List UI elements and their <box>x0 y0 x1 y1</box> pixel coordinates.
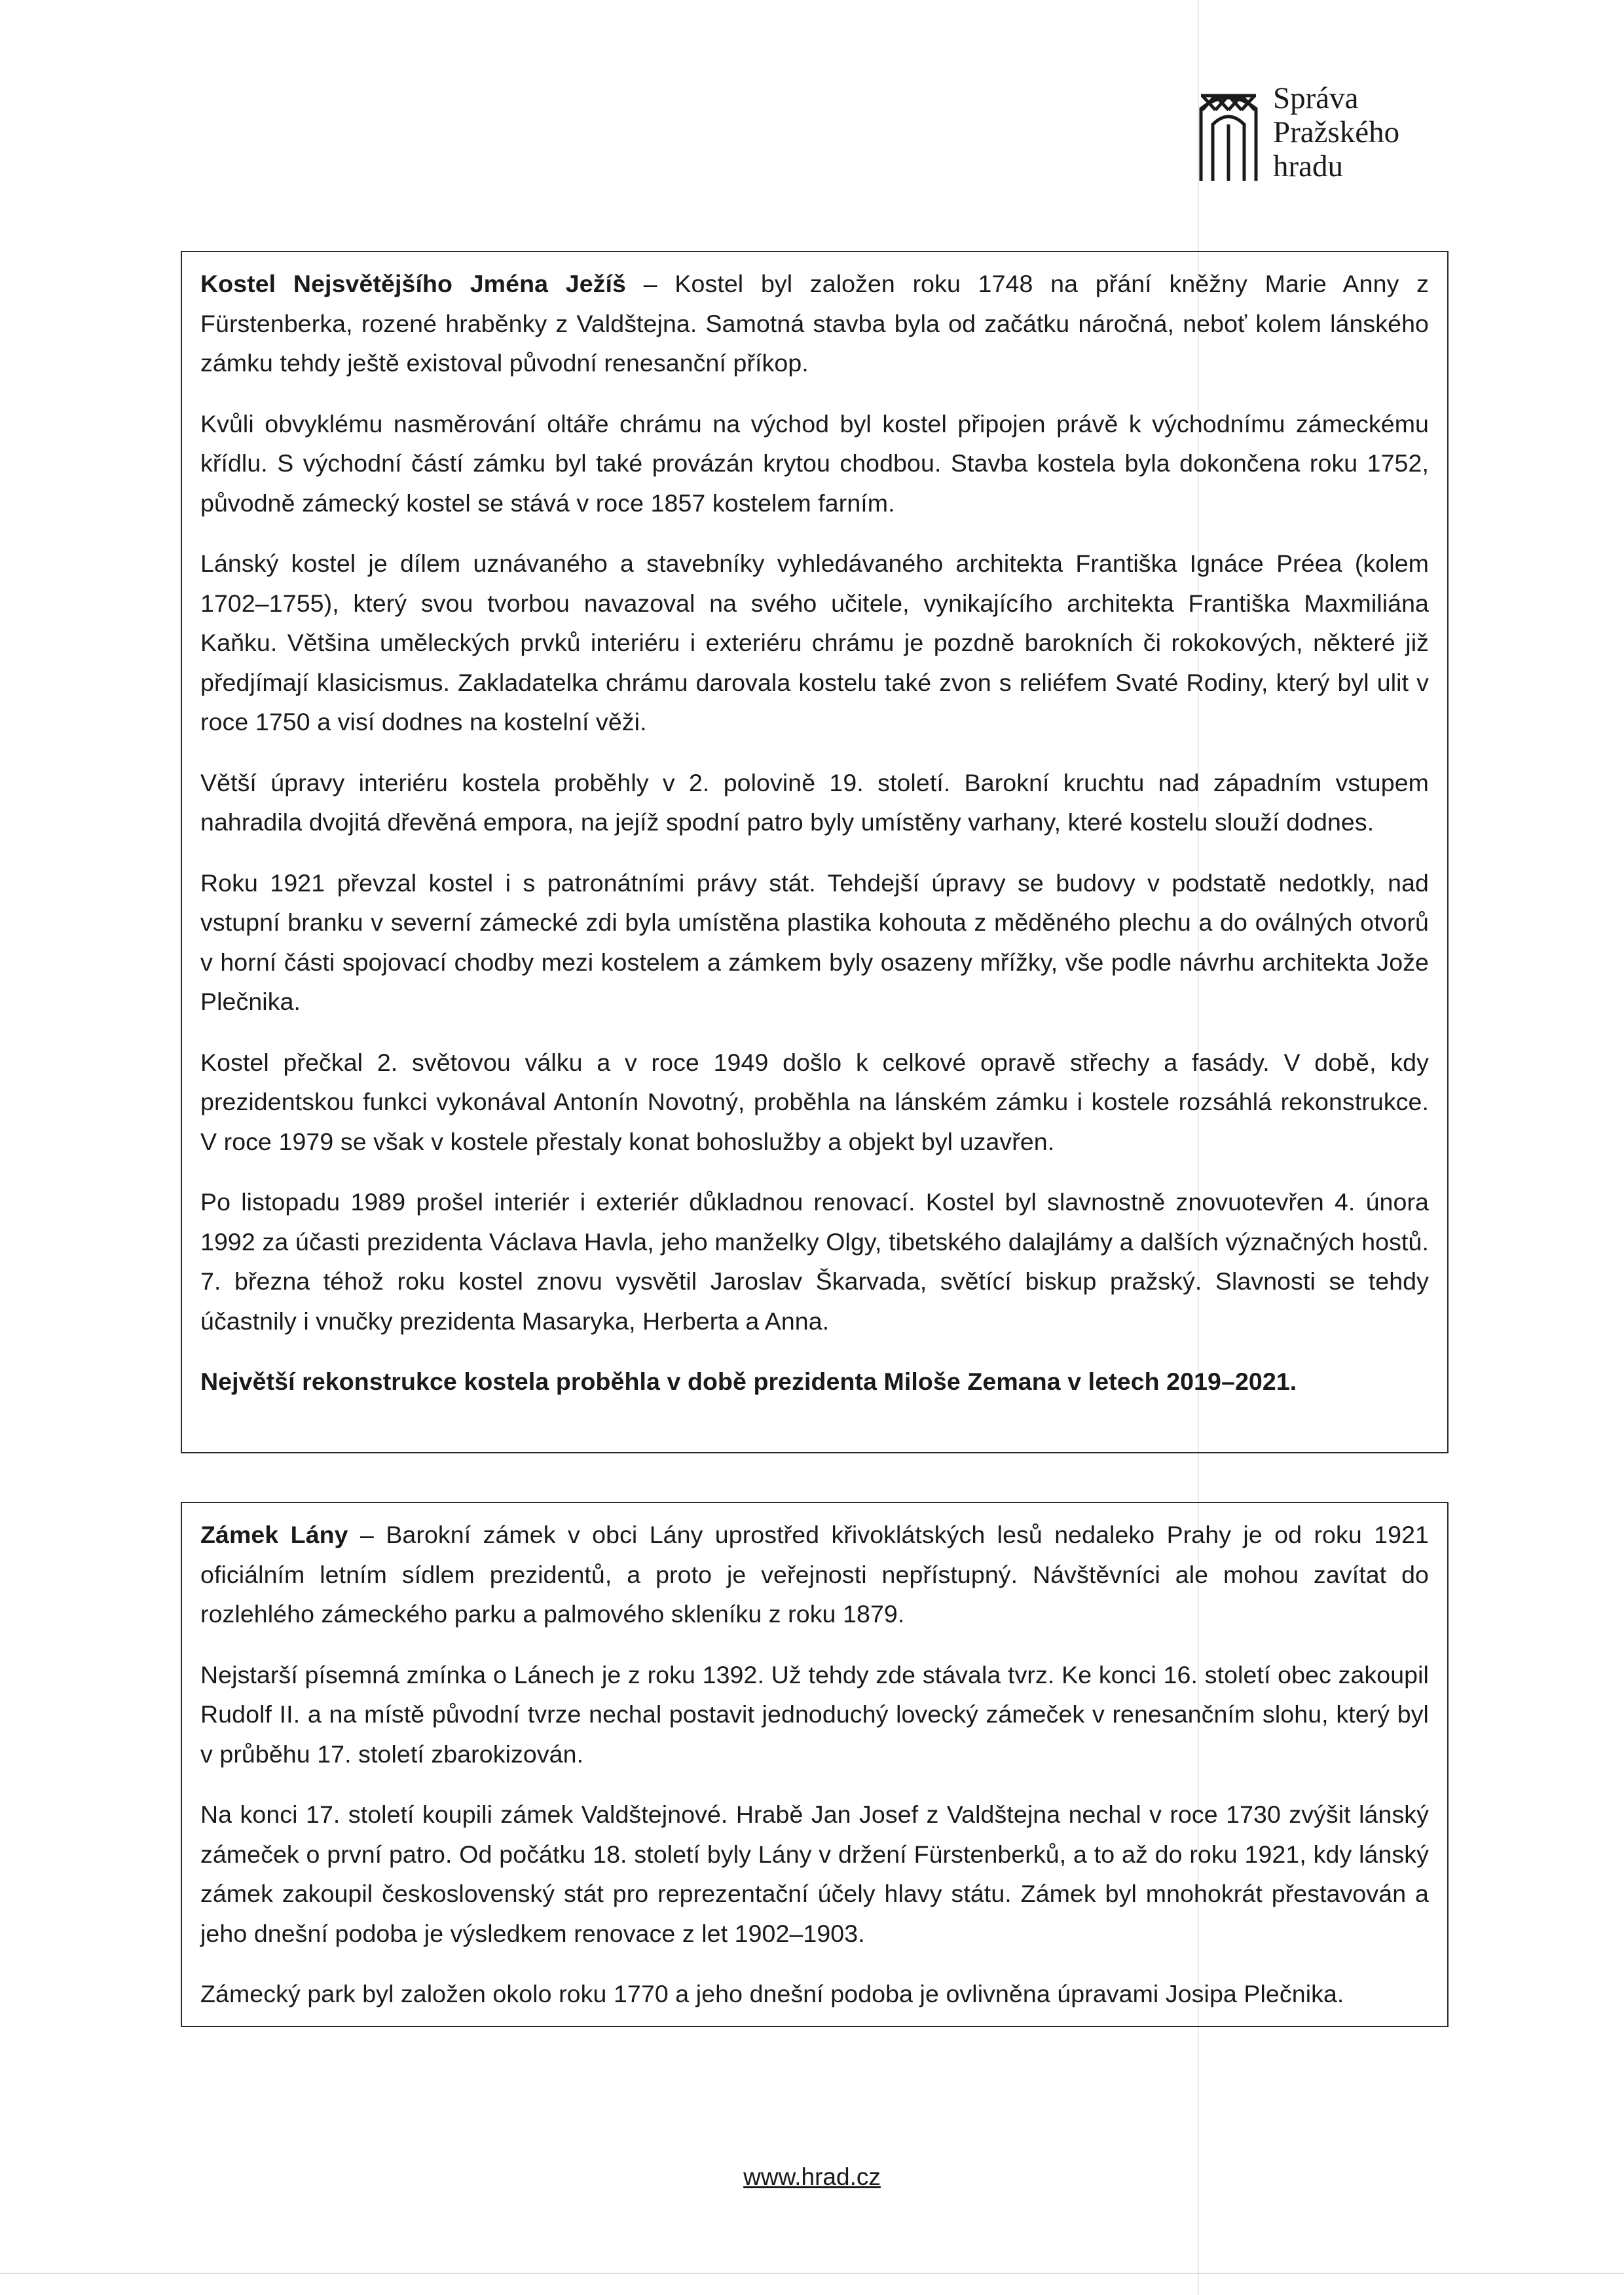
church-intro-text: – Kostel byl založen roku 1748 na přání kněžny Marie Anny z Fürstenberka, rozené hraběnky z Valdštejna. Samotná stavba byla od začátku náročná, neboť kolem lánského zámku tehdy ještě existoval původní renesanční příkop. <box>200 270 1430 377</box>
chateau-paragraph-3: Na konci 17. století koupili zámek Valdštejnové. Hrabě Jan Josef z Valdštejna nechal v roce 1730 zvýšit lánský zámeček o první patro. Od počátku 18. století byly Lány v držení Fürstenberků, a to až do roku 1921, kdy lánský zámek zakoupil československý stát pro reprezentační účely hlavy státu. Zámek byl mnohokrát přestavován a jeho dnešní podoba je výsledkem renovace z let 1902–1903. <box>200 1801 1429 1947</box>
website-link[interactable]: www.hrad.cz <box>743 2163 881 2190</box>
church-paragraph-7: Po listopadu 1989 prošel interiér i exteriér důkladnou renovací. Kostel byl slavnostně znovuotevřen 4. února 1992 za účasti prezidenta Václava Havla, jeho manželky Olgy, tibetského dalajlámy a dalších význačných hostů. 7. března téhož roku kostel znovu vysvětil Jaroslav Škarvada, světící biskup pražský. Slavnosti se tehdy účastnily i vnučky prezidenta Masaryka, Herberta a Anna. <box>200 1188 1429 1335</box>
chateau-section <box>181 1502 1449 2027</box>
logo-line-1: Správa <box>1273 81 1359 115</box>
chateau-intro-paragraph <box>200 1515 1429 1634</box>
chateau-section-title: Zámek Lány <box>200 1521 348 1548</box>
chateau-paragraph-2: Nejstarší písemná zmínka o Lánech je z roku 1392. Už tehdy zde stávala tvrz. Ke konci 16. století obec zakoupil Rudolf II. a na místě původní tvrze nechal postavit jednoduchý lovecký zámeček v renesančním slohu, který byl v průběhu 17. století zbarokizován. <box>200 1660 1429 1768</box>
chateau-paragraph-4: Zámecký park byl založen okolo roku 1770 a jeho dnešní podoba je ovlivněna úpravami Josipa Plečnika. <box>200 1980 1344 2007</box>
church-paragraph-4: Větší úpravy interiéru kostela proběhly v 2. polovině 19. století. Barokní kruchtu nad západním vstupem nahradila dvojitá dřevěná empora, na jejíž spodní patro byly umístěny varhany, které kostelu slouží dodnes. <box>200 768 1429 836</box>
castle-emblem-icon <box>1196 84 1261 182</box>
chateau-intro-text: – Barokní zámek v obci Lány uprostřed křivoklátských lesů nedaleko Prahy je od roku 1921 oficiálním letním sídlem prezidentů, a proto je veřejnosti nepřístupný. Návštěvníci ale mohou zavítat do rozlehlého zámeckého parku a palmového skleníku z roku 1879. <box>200 1521 1429 1628</box>
logo-line-2: Pražského <box>1273 115 1400 149</box>
logo-text <box>1273 81 1399 183</box>
church-paragraph-6: Kostel přečkal 2. světovou válku a v roce 1949 došlo k celkové opravě střechy a fasády. V době, kdy prezidentskou funkci vykonával Antonín Novotný, proběhla na lánském zámku i kostele rozsáhlá rekonstrukce. V roce 1979 se však v kostele přestaly konat bohoslužby a objekt byl uzavřen. <box>200 1048 1429 1155</box>
scan-artifact-bottom <box>0 2273 1624 2274</box>
footer <box>0 2163 1624 2191</box>
church-paragraph-5: Roku 1921 převzal kostel i s patronátními právy stát. Tehdejší úpravy se budovy v podstatě nedotkly, nad vstupní branku v severní zámecké zdi byla umístěna plastika kohouta z měděného plechu a do oválných otvorů v horní části spojovací chodby mezi kostelem a zámkem byly osazeny mřížky, vše podle návrhu architekta Jože Plečnika. <box>200 868 1429 1015</box>
church-section <box>181 251 1449 1453</box>
church-intro-paragraph <box>200 264 1429 383</box>
church-paragraph-3: Lánský kostel je dílem uznávaného a stavebníky vyhledávaného architekta Františka Ignáce Préea (kolem 1702–1755), který svou tvorbou navazoval na svého učitele, vynikajícího architekta Františka Maxmiliána Kaňku. Většina uměleckých prvků interiéru i exteriéru chrámu je pozdně barokních či rokokových, některé již předjímají klasicismus. Zakladatelka chrámu darovala kostelu také zvon s reliéfem Svaté Rodiny, který byl ulit v roce 1750 a visí dodnes na kostelní věži. <box>200 550 1429 736</box>
church-section-title: Kostel Nejsvětějšího Jména Ježíš <box>200 270 626 297</box>
logo <box>1196 79 1471 190</box>
church-paragraph-2: Kvůli obvyklému nasměrování oltáře chrámu na východ byl kostel připojen právě k východnímu zámeckému křídlu. S východní částí zámku byl také provázán krytou chodbou. Stavba kostela byla dokončena roku 1752, původně zámecký kostel se stává v roce 1857 kostelem farním. <box>200 409 1429 517</box>
church-paragraph-8: Největší rekonstrukce kostela proběhla v době prezidenta Miloše Zemana v letech 2019–2021. <box>200 1368 1297 1395</box>
logo-line-3: hradu <box>1273 149 1344 183</box>
